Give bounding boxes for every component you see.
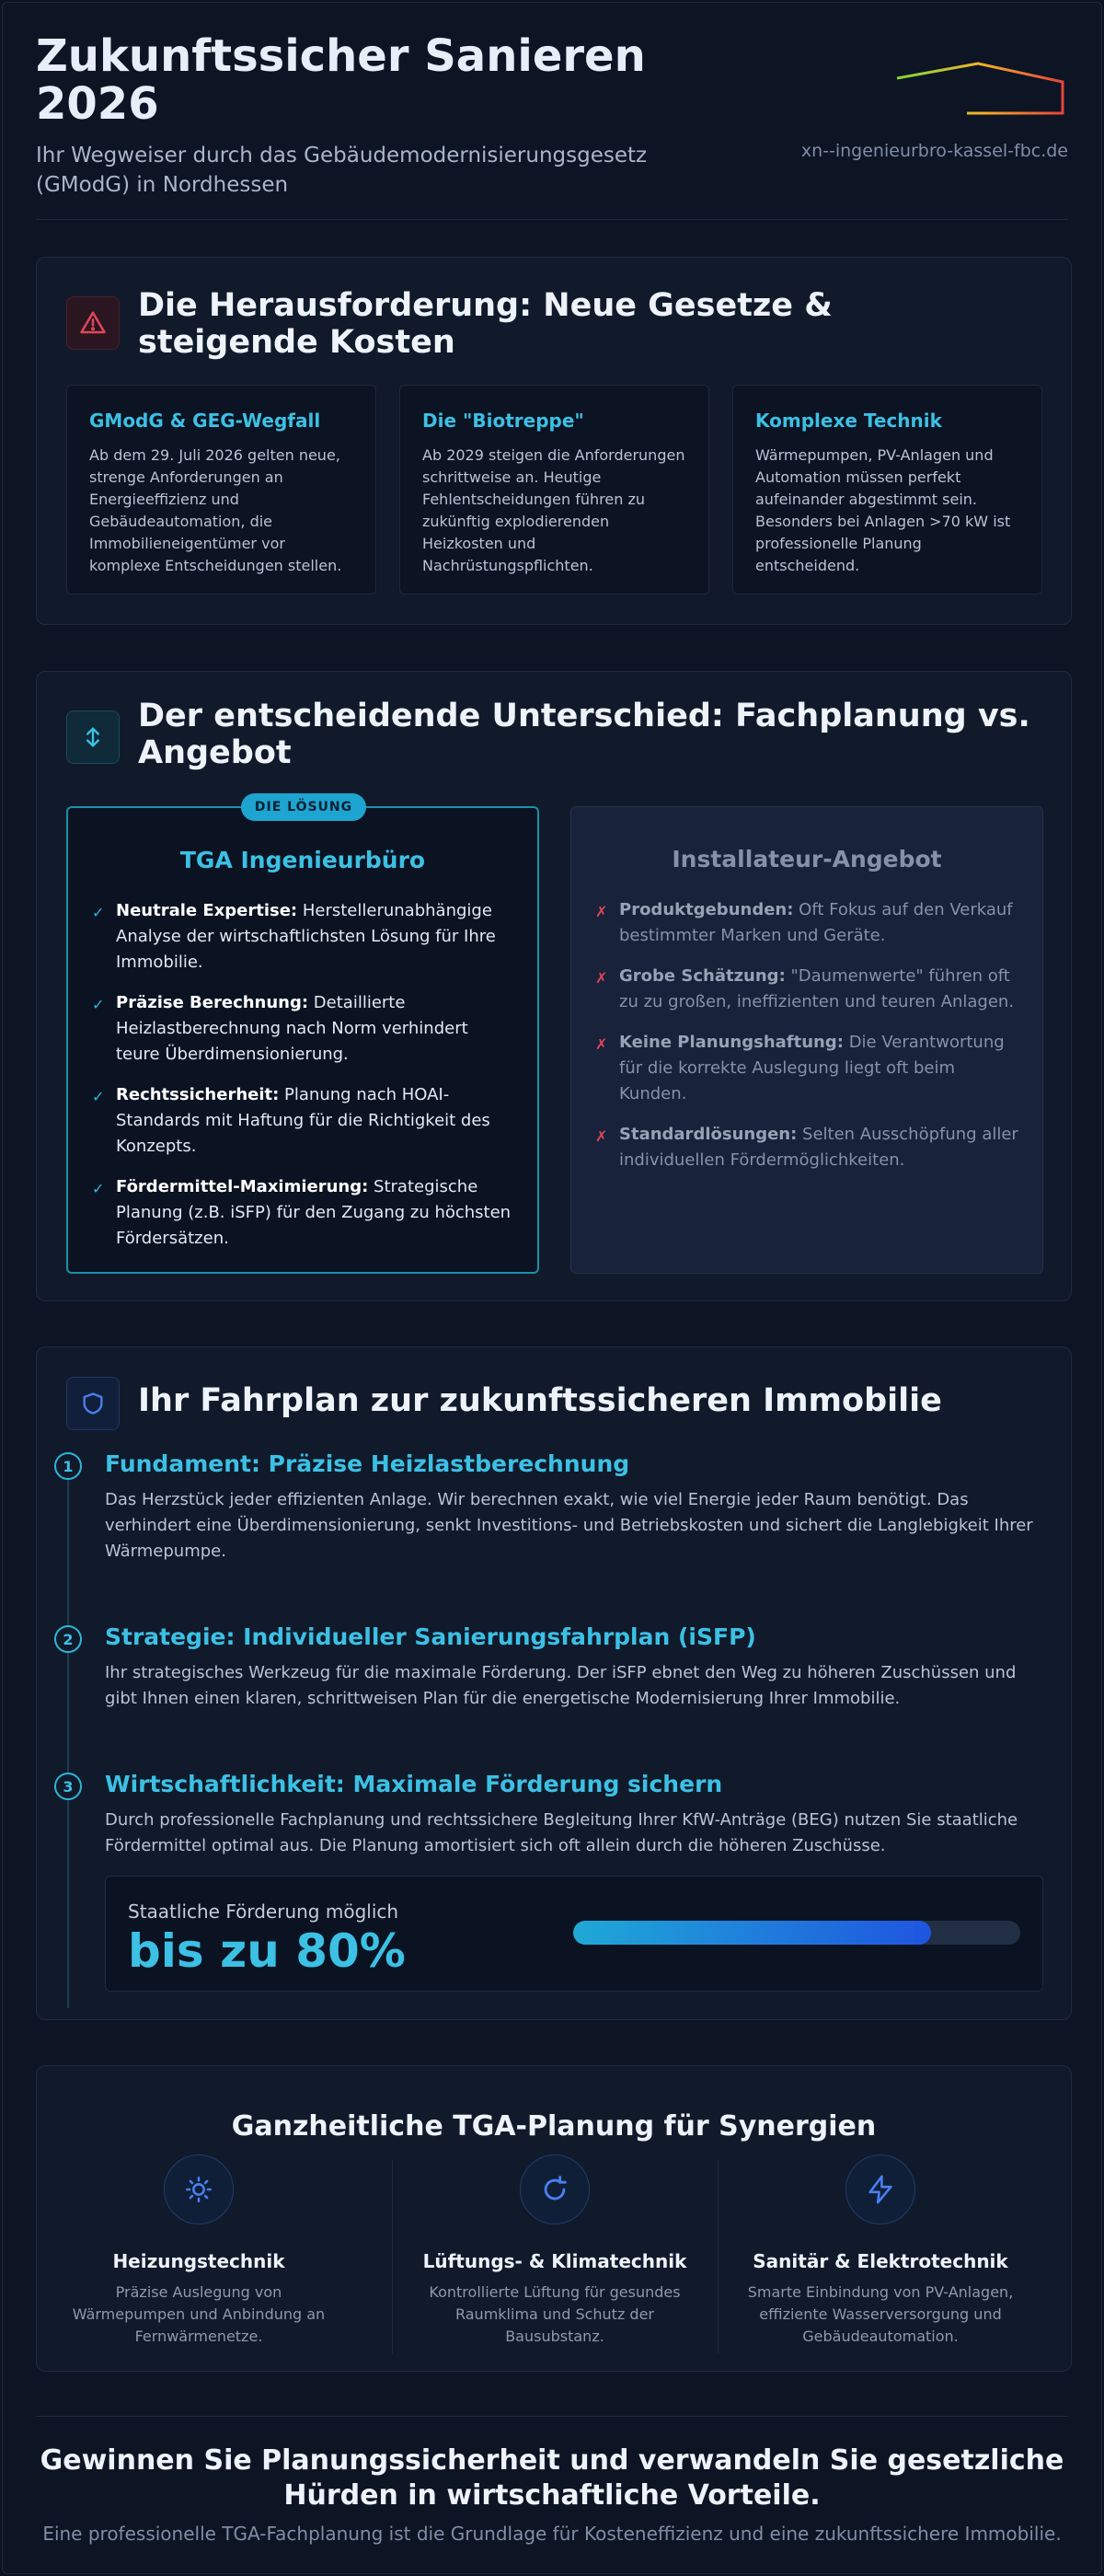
challenge-card-title: Die "Biotreppe" <box>422 410 584 432</box>
cross-icon: ✗ <box>595 1127 608 1145</box>
fachplanung-card <box>66 800 539 1274</box>
tga-title: Ganzheitliche TGA-Planung für Synergien <box>231 2110 877 2143</box>
step-number: 3 <box>54 1773 82 1800</box>
installateur-card <box>570 806 1043 1274</box>
funding-label: Staatliche Förderung möglich <box>128 1900 399 1923</box>
installateur-list <box>595 897 1018 1188</box>
roadmap-section <box>36 1346 1072 2020</box>
challenge-card-text: Ab dem 29. Juli 2026 gelten neue, strenge Anforderungen an Energieeffizienz und Gebäudeautomation, die Immobilieneigentümer vor komplexe Entscheidungen stellen. <box>89 446 342 574</box>
step-number: 2 <box>54 1625 82 1653</box>
list-item: ✗ Grobe Schätzung: "Daumenwerte" führen oft zu zu großen, ineffizienten und teuren Anlagen. <box>595 966 1015 1011</box>
tga-column-text: Präzise Auslegung von Wärmepumpen und Anbindung an Fernwärmenetze. <box>72 2283 326 2345</box>
challenge-card <box>66 385 376 595</box>
list-item: ✓ Neutrale Expertise: Herstellerunabhängige Analyse der wirtschaftlichsten Lösung für Ihre Immobilie. <box>92 901 496 972</box>
installateur-title: Installateur-Angebot <box>672 846 942 872</box>
tga-column-title: Lüftungs- & Klimatechnik <box>422 2250 687 2272</box>
footer-title: Gewinnen Sie Planungssicherheit und verwandeln Sie gesetzliche Hürden in wirtschaftliche Vorteile. <box>40 2444 1064 2512</box>
funding-progress-fill <box>573 1921 931 1945</box>
cross-icon: ✗ <box>595 903 608 920</box>
list-item: ✓ Präzise Berechnung: Detaillierte Heizlastberechnung nach Norm verhindert teure Überdimensionierung. <box>92 993 468 1064</box>
tga-column-text: Smarte Einbindung von PV-Anlagen, effiziente Wasserversorgung und Gebäudeautomation. <box>747 2283 1014 2345</box>
check-icon: ✓ <box>92 996 105 1013</box>
list-item: ✗ Standardlösungen: Selten Ausschöpfung aller individuellen Fördermöglichkeiten. <box>595 1125 1018 1170</box>
timeline-line <box>67 1467 69 2008</box>
list-item: ✓ Fördermittel-Maximierung: Strategische Planung (z.B. iSFP) für den Zugang zu höchsten Fördersätzen. <box>92 1177 512 1248</box>
solution-badge: DIE LÖSUNG <box>241 793 366 821</box>
step-title: Fundament: Präzise Heizlastberechnung <box>105 1450 630 1477</box>
arrows-up-down-icon <box>66 710 120 764</box>
step-number: 1 <box>54 1452 82 1480</box>
lightning-icon <box>845 2154 915 2224</box>
tga-column-text: Kontrollierte Lüftung für gesundes Raumklima und Schutz der Bausubstanz. <box>429 2283 681 2345</box>
funding-value: bis zu 80% <box>128 1924 406 1978</box>
cross-icon: ✗ <box>595 969 608 987</box>
page-title: Zukunftssicher Sanieren 2026 <box>36 30 646 130</box>
domain-label: xn--ingenieurbro-kassel-fbc.de <box>800 141 1068 161</box>
tga-section <box>36 2065 1072 2372</box>
challenge-card <box>732 385 1042 595</box>
check-icon: ✓ <box>92 1180 105 1197</box>
fachplanung-list <box>92 898 513 1266</box>
challenge-section <box>36 257 1072 625</box>
cross-icon: ✗ <box>595 1035 608 1053</box>
comparison-section <box>36 671 1072 1301</box>
check-icon: ✓ <box>92 1088 105 1105</box>
comparison-title: Der entscheidende Unterschied: Fachplanung vs. Angebot <box>138 698 1030 771</box>
refresh-cycle-icon <box>520 2154 590 2224</box>
page <box>2 2 1102 2574</box>
warning-triangle-icon <box>66 296 120 350</box>
challenge-card-text: Ab 2029 steigen die Anforderungen schrittweise an. Heutige Fehlentscheidungen führen zu zukünftig explodierenden Heizkosten und Nachrüstungspflichten. <box>422 446 685 574</box>
footer-subtitle: Eine professionelle TGA-Fachplanung ist die Grundlage für Kosteneffizienz und eine zukunftssichere Immobilie. <box>42 2523 1062 2545</box>
check-icon: ✓ <box>92 904 105 921</box>
list-item: ✗ Keine Planungshaftung: Die Verantwortung für die korrekte Auslegung liegt oft beim Kunden. <box>595 1033 1005 1103</box>
step-title: Strategie: Individueller Sanierungsfahrplan (iSFP) <box>105 1623 756 1650</box>
house-roof-icon <box>893 60 1068 124</box>
tga-column-heating <box>37 2154 361 2357</box>
funding-box <box>105 1876 1043 1992</box>
funding-progress-bar <box>573 1921 1020 1945</box>
shield-icon <box>66 1377 120 1430</box>
step-text: Das Herzstück jeder effizienten Anlage. Wir berechnen exakt, wie viel Energie jeder Raum benötigt. Das verhindert eine Überdimensionierung, senkt Investitions- und Betriebskosten und sichert die Langlebigkeit Ihrer Wärmepumpe. <box>105 1490 1033 1561</box>
header-divider <box>36 219 1068 220</box>
challenge-card-title: GModG & GEG-Wegfall <box>89 410 321 432</box>
tga-column-title: Sanitär & Elektrotechnik <box>753 2250 1008 2272</box>
fachplanung-title: TGA Ingenieurbüro <box>179 847 426 873</box>
step-title: Wirtschaftlichkeit: Maximale Förderung sichern <box>105 1771 723 1797</box>
challenge-card-title: Komplexe Technik <box>755 410 942 432</box>
page-subtitle: Ihr Wegweiser durch das Gebäudemodernisierungsgesetz (GModG) in Nordhessen <box>36 144 648 197</box>
heater-sun-icon <box>164 2154 234 2224</box>
step-text: Durch professionelle Fachplanung und rechtssichere Begleitung Ihrer KfW-Anträge (BEG) nutzen Sie staatliche Fördermittel optimal aus. Die Planung amortisiert sich oft allein durch die höheren Zuschüsse. <box>105 1810 1018 1855</box>
challenge-card <box>399 385 709 595</box>
roadmap-title: Ihr Fahrplan zur zukunftssicheren Immobilie <box>138 1382 942 1419</box>
tga-column-electro <box>719 2154 1042 2357</box>
challenge-title: Die Herausforderung: Neue Gesetze & steigende Kosten <box>138 287 833 361</box>
list-item: ✓ Rechtssicherheit: Planung nach HOAI-Standards mit Haftung für die Richtigkeit des Konzepts. <box>92 1085 490 1156</box>
list-item: ✗ Produktgebunden: Oft Fokus auf den Verkauf bestimmter Marken und Geräte. <box>595 900 1013 945</box>
tga-column-title: Heizungstechnik <box>112 2250 285 2272</box>
step-text: Ihr strategisches Werkzeug für die maximale Förderung. Der iSFP ebnet den Weg zu höheren Zuschüssen und gibt Ihnen einen klaren, schrittweisen Plan für die energetische Modernisierung Ihrer Immobilie. <box>105 1663 1017 1708</box>
tga-column-ventilation <box>393 2154 717 2357</box>
footer-divider <box>36 2416 1068 2417</box>
header <box>36 32 1068 216</box>
challenge-card-text: Wärmepumpen, PV-Anlagen und Automation müssen perfekt aufeinander abgestimmt sein. Besonders bei Anlagen >70 kW ist professionelle Planung entscheidend. <box>755 446 1011 574</box>
